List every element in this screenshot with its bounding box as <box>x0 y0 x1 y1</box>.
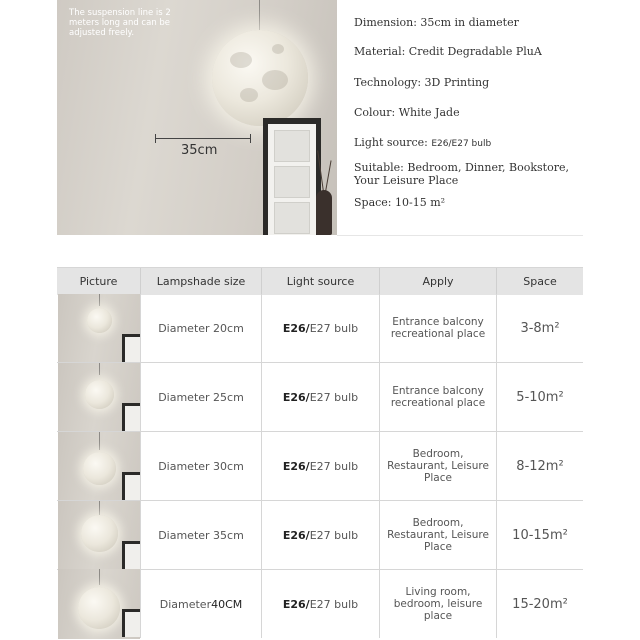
table-row <box>57 363 583 432</box>
product-photo <box>57 0 337 235</box>
header-lampshade-size: Lampshade size <box>141 268 262 295</box>
row-light-source: E26/ E27 bulb <box>262 294 380 362</box>
row-space: 8-12m² <box>516 458 564 474</box>
spec-material: Material: Credit Degradable PluA <box>354 45 542 58</box>
moon-lamp-image <box>212 30 308 126</box>
row-light-source: E26/ E27 bulb <box>262 363 380 431</box>
row-space: 15-20m² <box>512 596 568 612</box>
row-apply: Bedroom, Restaurant, Leisure Place <box>380 501 497 569</box>
row-size: Diameter 40CM <box>141 570 262 638</box>
row-space: 10-15m² <box>512 527 568 543</box>
row-light-source: E26/ E27 bulb <box>262 501 380 569</box>
divider <box>337 235 583 236</box>
table-header <box>57 267 583 295</box>
spec-light-source-value: E26/E27 bulb <box>431 139 492 149</box>
dimension-line <box>155 138 251 139</box>
header-light-source: Light source <box>262 268 380 295</box>
table-row <box>57 294 583 363</box>
table-row <box>57 501 583 570</box>
row-space: 5-10m² <box>516 389 564 405</box>
spec-colour: Colour: White Jade <box>354 106 460 119</box>
row-apply: Living room, bedroom, leisure place <box>380 570 497 638</box>
row-size: Diameter 20cm <box>141 294 262 362</box>
spec-dimension: Dimension: 35cm in diameter <box>354 16 519 29</box>
row-picture <box>57 363 141 431</box>
mirror-frame <box>263 118 321 235</box>
dimension-label: 35cm <box>181 143 218 158</box>
row-apply: Entrance balcony recreational place <box>380 363 497 431</box>
spec-suitable: Suitable: Bedroom, Dinner, Bookstore, Your Leisure Place <box>354 161 569 187</box>
header-apply: Apply <box>380 268 497 295</box>
spec-space: Space: 10-15 m² <box>354 196 446 209</box>
header-picture: Picture <box>57 268 141 295</box>
row-light-source: E26/ E27 bulb <box>262 570 380 638</box>
spec-light-source <box>354 136 586 151</box>
row-picture <box>57 294 141 362</box>
row-size: Diameter 35cm <box>141 501 262 569</box>
spec-technology: Technology: 3D Printing <box>354 76 490 89</box>
row-size: Diameter 25cm <box>141 363 262 431</box>
row-apply: Entrance balcony recreational place <box>380 294 497 362</box>
row-space: 3-8m² <box>520 320 560 336</box>
vase <box>316 190 332 235</box>
table-row <box>57 570 583 640</box>
table-row <box>57 432 583 501</box>
row-apply: Bedroom, Restaurant, Leisure Place <box>380 432 497 500</box>
suspension-cord <box>259 0 260 34</box>
row-picture <box>57 570 141 638</box>
header-space: Space <box>523 275 557 288</box>
spec-light-source-label: Light source: <box>354 136 432 149</box>
row-picture <box>57 432 141 500</box>
row-picture <box>57 501 141 569</box>
row-light-source: E26/ E27 bulb <box>262 432 380 500</box>
suspension-note: The suspension line is 2 meters long and can be adjusted freely. <box>69 8 171 38</box>
row-size: Diameter 30cm <box>141 432 262 500</box>
